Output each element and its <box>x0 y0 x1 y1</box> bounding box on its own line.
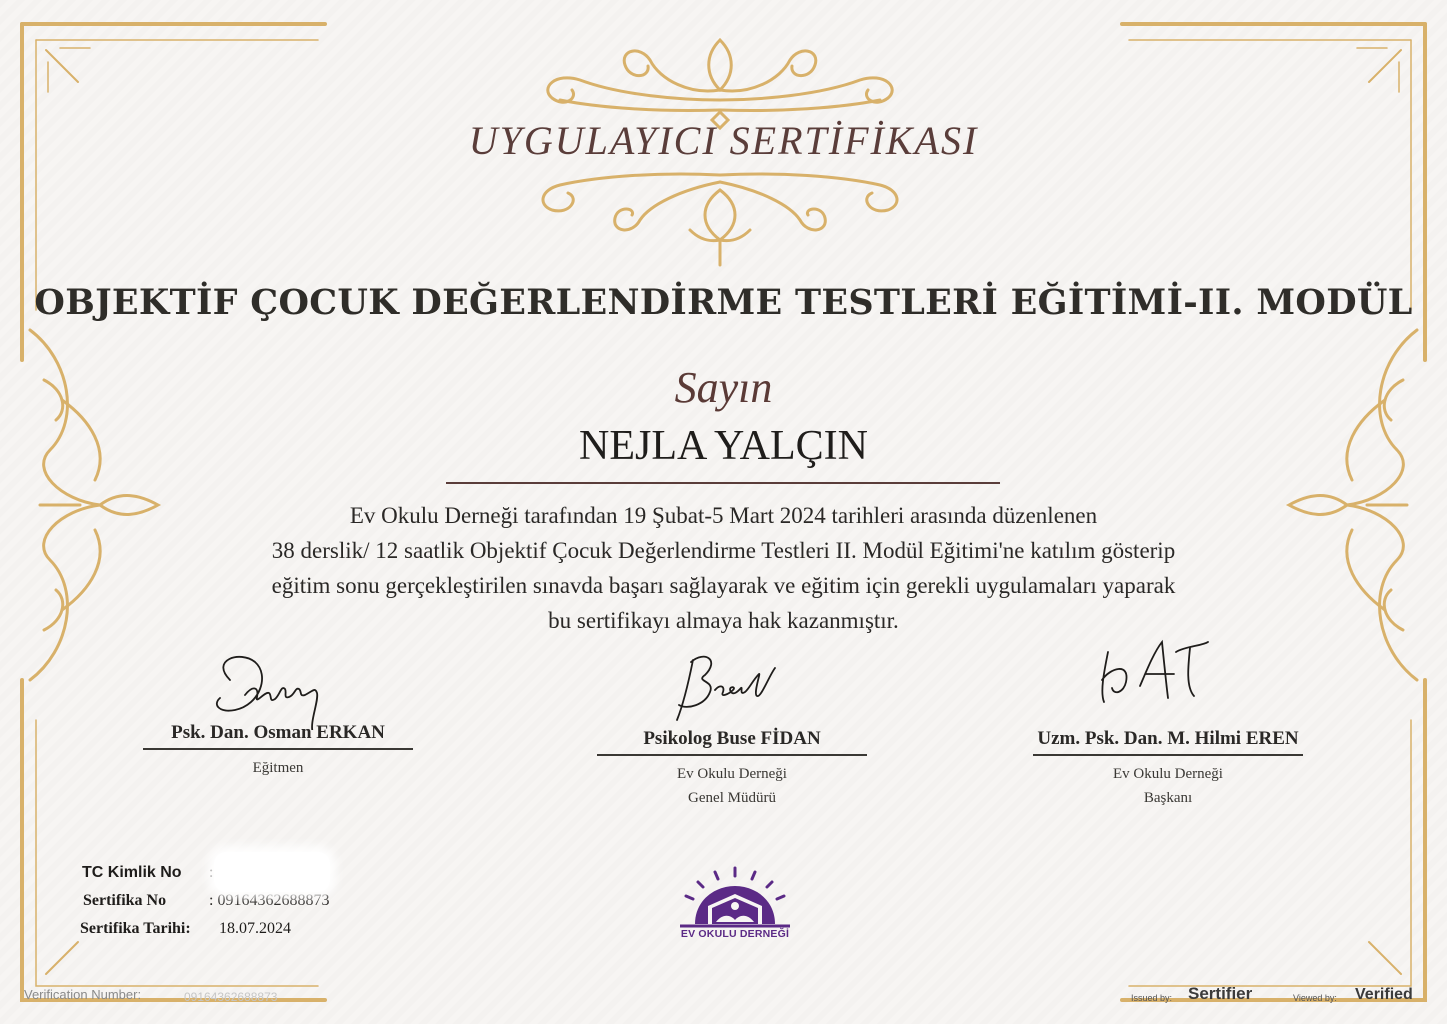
signatory-role-line2: Genel Müdürü <box>688 789 776 806</box>
signatory-2 <box>597 728 867 810</box>
logo-emblem-icon <box>660 862 810 932</box>
signature-line <box>597 754 867 756</box>
verified-logo[interactable]: Verified <box>1355 986 1413 1003</box>
verification-number[interactable]: 09164362688873 <box>184 990 278 1004</box>
signatory-name: Psikolog Buse FİDAN <box>643 728 821 749</box>
signatory-role-line2: Başkanı <box>1143 789 1193 806</box>
recipient-name-underline <box>446 482 1000 484</box>
certificate-body <box>100 498 1347 638</box>
signatory-3 <box>1033 728 1303 810</box>
cert-date-label: Sertifika Tarihi: <box>80 920 191 937</box>
body-line: eğitim sonu gerçekleştirilen sınavda başarı sağlayarak ve eğitim için gerekli uygulamaları yaparak <box>271 573 1176 598</box>
recipient-name: NEJLA YALÇIN <box>579 423 868 469</box>
tc-colon: : <box>209 864 214 881</box>
certificate-heading: UYGULAYICI SERTİFİKASI <box>468 118 979 163</box>
signature-buse-fidan <box>665 650 795 730</box>
signatory-role <box>597 762 867 810</box>
body-line: 38 derslik/ 12 saatlik Objektif Çocuk Değerlendirme Testleri II. Modül Eğitimi'ne katılım gösterip <box>271 538 1176 563</box>
signature-osman-erkan <box>200 650 340 730</box>
issued-by-label: Issued by: <box>1131 993 1173 1003</box>
redacted-id-box <box>214 852 330 892</box>
signatory-role-line1: Ev Okulu Derneği <box>1113 765 1223 782</box>
signature-line <box>1033 754 1303 756</box>
course-title: OBJEKTİF ÇOCUK DEĞERLENDİRME TESTLERİ EĞİTİMİ-II. MODÜL <box>34 282 1413 323</box>
signatory-1 <box>143 722 413 780</box>
ev-okulu-logo <box>660 862 810 946</box>
cert-no-value: : 09164362688873 <box>209 892 330 909</box>
signature-hilmi-eren <box>1090 632 1220 712</box>
signatory-role-line1: Ev Okulu Derneği <box>677 765 787 782</box>
viewed-by-label: Viewed by: <box>1293 993 1337 1003</box>
tc-label: TC Kimlik No <box>82 864 182 881</box>
verification-label: Verification Number: <box>24 987 142 1002</box>
body-line: bu sertifikayı almaya hak kazanmıştır. <box>548 608 899 633</box>
signature-line <box>143 748 413 750</box>
body-line: Ev Okulu Derneği tarafından 19 Şubat-5 Mart 2024 tarihleri arasında düzenlenen <box>349 503 1098 528</box>
cert-date-value: 18.07.2024 <box>219 920 291 937</box>
salutation: Sayın <box>674 363 773 412</box>
signatory-role: Eğitmen <box>252 759 304 776</box>
cert-no-label: Sertifika No <box>83 892 167 909</box>
logo-text: EV OKULU DERNEĞİ <box>680 928 790 940</box>
signatory-name: Psk. Dan. Osman ERKAN <box>171 722 385 743</box>
signatory-role <box>1033 762 1303 810</box>
sertifier-logo[interactable]: Sertifier <box>1188 984 1253 1003</box>
verification-footer <box>0 984 1447 1010</box>
signatory-name: Uzm. Psk. Dan. M. Hilmi EREN <box>1037 728 1299 749</box>
